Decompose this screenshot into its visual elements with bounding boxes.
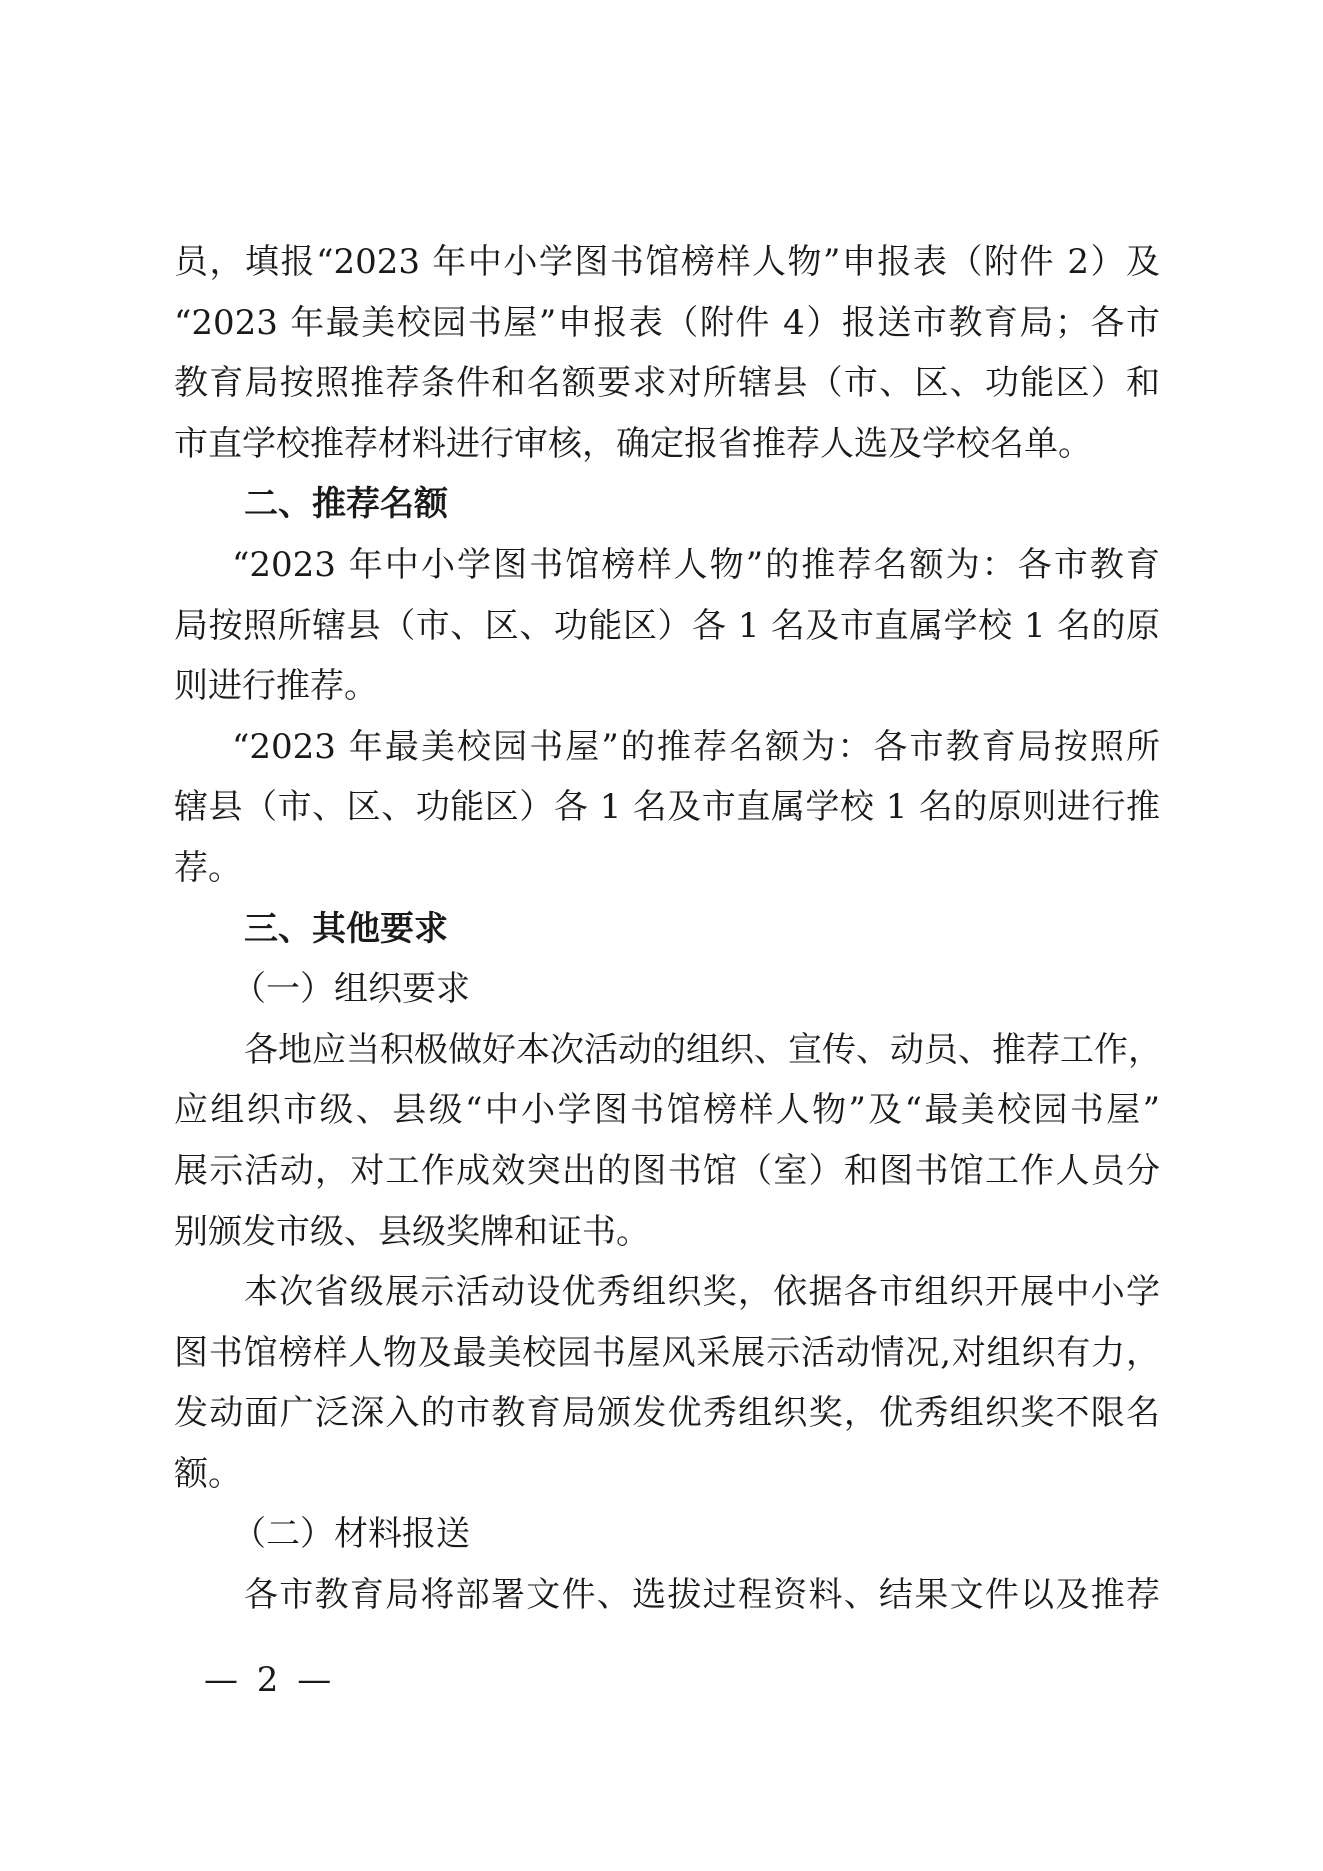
paragraph-line: 局按照所辖县（市、区、功能区）各 1 名及市直属学校 1 名的原 [174,605,1160,646]
document-body [174,232,1160,1626]
section-heading: 二、推荐名额 [244,484,448,525]
section-heading: 三、其他要求 [244,908,448,949]
subsection-heading: （二）材料报送 [232,1514,470,1555]
paragraph-line: 教育局按照推荐条件和名额要求对所辖县（市、区、功能区）和 [174,363,1160,404]
paragraph-line: 辖县（市、区、功能区）各 1 名及市直属学校 1 名的原则进行推 [174,787,1160,828]
paragraph-line: 展示活动，对工作成效突出的图书馆（室）和图书馆工作人员分 [174,1150,1160,1191]
paragraph-line: “2023 年中小学图书馆榜样人物”的推荐名额为：各市教育 [232,544,1160,585]
paragraph-line: “2023 年最美校园书屋”申报表（附件 4）报送市教育局；各市 [174,302,1160,343]
paragraph-line: 员，填报“2023 年中小学图书馆榜样人物”申报表（附件 2）及 [174,242,1160,282]
page-number: — 2 — [204,1660,336,1700]
paragraph-line: 应组织市级、县级“中小学图书馆榜样人物”及“最美校园书屋” [174,1090,1160,1131]
paragraph-line: 别颁发市级、县级奖牌和证书。 [174,1211,650,1252]
paragraph-line: 各地应当积极做好本次活动的组织、宣传、动员、推荐工作， [244,1029,1162,1070]
paragraph-line: “2023 年最美校园书屋”的推荐名额为：各市教育局按照所 [232,726,1160,767]
paragraph-line: 图书馆榜样人物及最美校园书屋风采展示活动情况,对组织有力， [174,1332,1160,1373]
paragraph-line: 额。 [174,1453,242,1494]
subsection-heading: （一）组织要求 [232,969,470,1010]
paragraph-line: 各市教育局将部署文件、选拔过程资料、结果文件以及推荐 [244,1575,1160,1616]
paragraph-line: 荐。 [174,847,242,888]
paragraph-line: 市直学校推荐材料进行审核，确定报省推荐人选及学校名单。 [174,423,1092,464]
paragraph-line: 发动面广泛深入的市教育局颁发优秀组织奖，优秀组织奖不限名 [174,1393,1160,1434]
paragraph-line: 本次省级展示活动设优秀组织奖，依据各市组织开展中小学 [244,1272,1160,1313]
paragraph-line: 则进行推荐。 [174,666,378,707]
